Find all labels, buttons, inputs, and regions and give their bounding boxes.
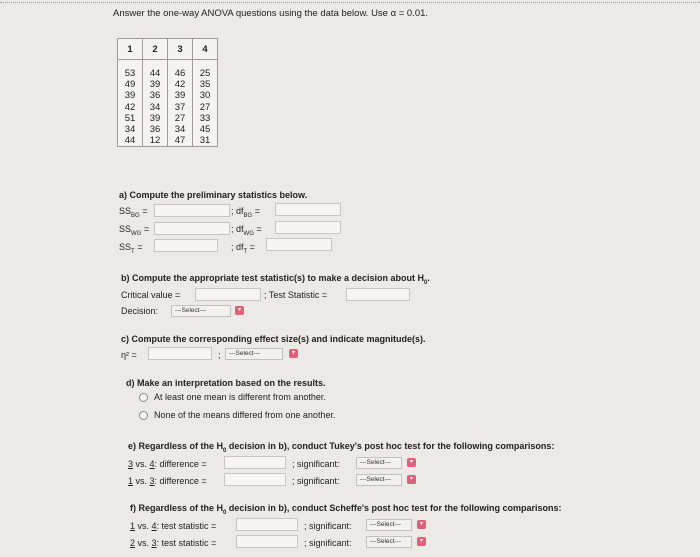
dfbg-input[interactable]	[275, 203, 341, 216]
table-row	[118, 113, 218, 124]
magnitude-select[interactable]: ---Select---	[225, 348, 283, 360]
tukey-row-1-label: 3 vs. 4: difference =	[128, 459, 207, 469]
column-header: 4	[193, 39, 218, 60]
table-cell: 51	[118, 113, 143, 124]
radio-option-2[interactable]	[139, 411, 148, 420]
decision-label: Decision:	[121, 306, 159, 316]
part-d-title: d) Make an interpretation based on the results.	[126, 378, 326, 388]
table-cell: 27	[193, 102, 218, 113]
radio-option-1[interactable]	[139, 393, 148, 402]
table-cell: 44	[118, 135, 143, 147]
table-cell: 30	[193, 90, 218, 101]
option-2-label: None of the means differed from one another.	[154, 410, 336, 420]
chevron-down-icon[interactable]: ▾	[407, 458, 416, 467]
table-cell: 47	[168, 135, 193, 147]
table-cell: 34	[143, 102, 168, 113]
table-cell: 25	[193, 68, 218, 79]
table-cell: 36	[143, 124, 168, 135]
table-row	[118, 90, 218, 101]
table-cell: 37	[168, 102, 193, 113]
tukey-sig-1-3-select[interactable]: ---Select---	[356, 474, 402, 486]
tukey-diff-1-3-input[interactable]	[224, 473, 286, 486]
table-cell: 39	[143, 113, 168, 124]
dft-input[interactable]	[266, 238, 332, 251]
table-cell: 42	[118, 102, 143, 113]
table-cell: 39	[168, 90, 193, 101]
significant-label: ; significant:	[304, 538, 352, 548]
table-row	[118, 102, 218, 113]
eta-squared-label: η² =	[121, 350, 137, 360]
critical-value-input[interactable]	[195, 288, 261, 301]
column-header: 2	[143, 39, 168, 60]
chevron-down-icon[interactable]: ▾	[235, 306, 244, 315]
scheffe-sig-2-3-select[interactable]: ---Select---	[366, 536, 412, 548]
table-cell: 34	[118, 124, 143, 135]
ssbg-input[interactable]	[154, 204, 230, 217]
scheffe-row-2-label: 2 vs. 3: test statistic =	[130, 538, 217, 548]
table-cell: 44	[143, 68, 168, 79]
scheffe-stat-2-3-input[interactable]	[236, 535, 298, 548]
scheffe-stat-1-4-input[interactable]	[236, 518, 298, 531]
significant-label: ; significant:	[292, 459, 340, 469]
tukey-sig-3-4-select[interactable]: ---Select---	[356, 457, 402, 469]
table-cell: 31	[193, 135, 218, 147]
table-cell: 12	[143, 135, 168, 147]
dfwg-input[interactable]	[275, 221, 341, 234]
tukey-diff-3-4-input[interactable]	[224, 456, 286, 469]
column-header: 3	[168, 39, 193, 60]
sst-input[interactable]	[154, 239, 218, 252]
option-1-label: At least one mean is different from another.	[154, 392, 326, 402]
eta-squared-input[interactable]	[148, 347, 212, 360]
decision-select[interactable]: ---Select---	[171, 305, 231, 317]
table-cell: 39	[118, 90, 143, 101]
scheffe-sig-1-4-select[interactable]: ---Select---	[366, 519, 412, 531]
test-statistic-label: ; Test Statistic =	[264, 290, 328, 300]
critical-value-label: Critical value =	[121, 290, 181, 300]
top-divider	[0, 2, 700, 3]
table-row	[118, 135, 218, 147]
table-cell: 34	[168, 124, 193, 135]
chevron-down-icon[interactable]: ▾	[417, 537, 426, 546]
table-cell: 27	[168, 113, 193, 124]
table-row	[118, 79, 218, 90]
part-e-title: e) Regardless of the $H_0$ decision in b), conduct Tukey's post hoc test for the following comparisons:	[128, 441, 555, 454]
sswg-input[interactable]	[154, 222, 230, 235]
dfbg-label: ; $df_{BG}$ =	[231, 206, 260, 219]
test-statistic-input[interactable]	[346, 288, 410, 301]
table-cell: 45	[193, 124, 218, 135]
chevron-down-icon[interactable]: ▾	[289, 349, 298, 358]
table-row	[118, 68, 218, 79]
chevron-down-icon[interactable]: ▾	[417, 520, 426, 529]
table-cell: 42	[168, 79, 193, 90]
column-header: 1	[118, 39, 143, 60]
part-c-title: c) Compute the corresponding effect size(s) and indicate magnitude(s).	[121, 334, 426, 344]
part-a-title: a) Compute the preliminary statistics below.	[119, 190, 308, 200]
sswg-label: $SS_{WG}$ =	[119, 224, 150, 237]
dft-label: ; $df_T$ =	[231, 242, 255, 255]
semicolon: ;	[218, 350, 221, 360]
table-cell: 35	[193, 79, 218, 90]
table-row	[118, 124, 218, 135]
ssbg-label: $SS_{BG}$ =	[119, 206, 148, 219]
instructions: Answer the one-way ANOVA questions using the data below. Use α = 0.01.	[113, 8, 429, 19]
significant-label: ; significant:	[292, 476, 340, 486]
scheffe-row-1-label: 1 vs. 4: test statistic =	[130, 521, 217, 531]
table-cell: 49	[118, 79, 143, 90]
table-cell: 36	[143, 90, 168, 101]
chevron-down-icon[interactable]: ▾	[407, 475, 416, 484]
part-f-title: f) Regardless of the $H_0$ decision in b), conduct Scheffe's post hoc test for the following comparisons:	[130, 503, 562, 516]
table-cell: 39	[143, 79, 168, 90]
table-cell: 33	[193, 113, 218, 124]
table-cell: 46	[168, 68, 193, 79]
table-cell: 53	[118, 68, 143, 79]
tukey-row-2-label: 1 vs. 3: difference =	[128, 476, 207, 486]
part-b-title: b) Compute the appropriate test statistic(s) to make a decision about $H_0$.	[121, 273, 430, 286]
dfwg-label: ; $df_{WG}$ =	[231, 224, 262, 237]
sst-label: $SS_T$ =	[119, 242, 143, 255]
data-table	[117, 38, 218, 147]
significant-label: ; significant:	[304, 521, 352, 531]
